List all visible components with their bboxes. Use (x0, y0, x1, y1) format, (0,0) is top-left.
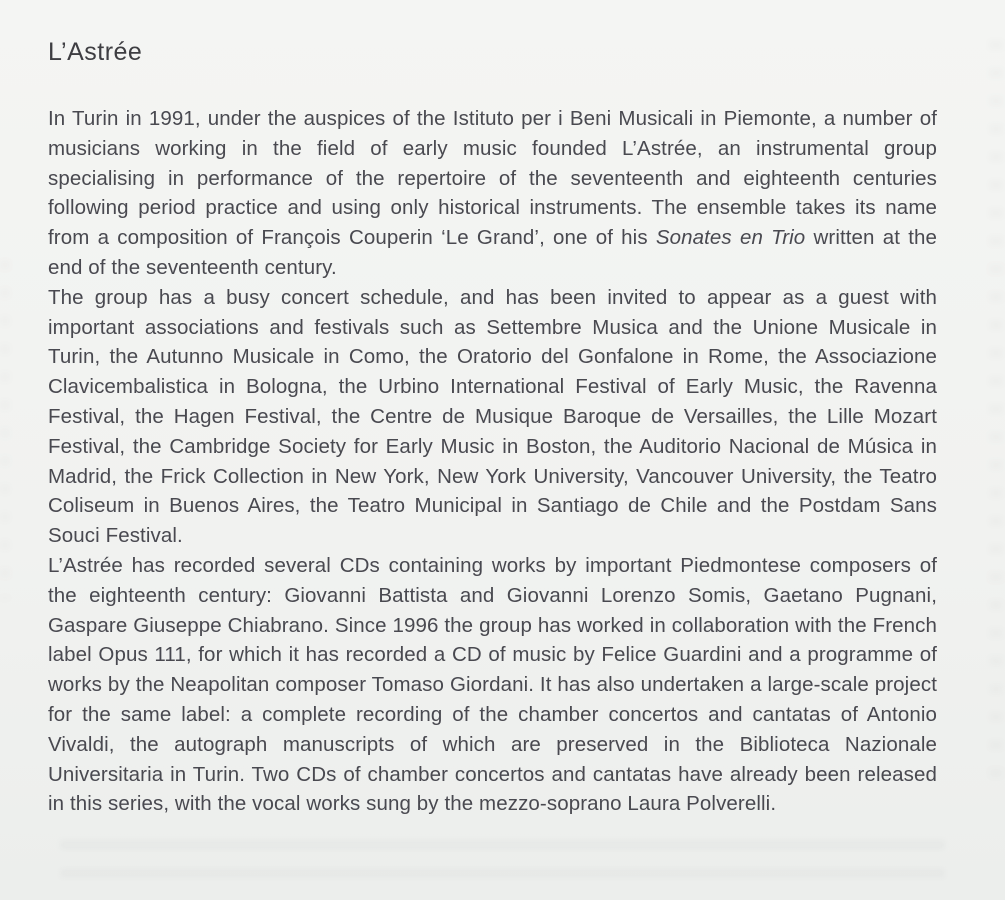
work-title-sonates-en-trio: Sonates en Trio (655, 226, 806, 250)
bleedthrough-artifact-right (989, 40, 1003, 780)
page-title: L’Astrée (48, 38, 143, 66)
body-text (48, 104, 937, 819)
bleedthrough-artifact-bottom (60, 840, 945, 894)
paragraph-recordings: L’Astrée has recorded several CDs containing works by important Piedmontese composers of the eighteenth century: Giovanni Battista and Giovanni Lorenzo Somis, Gaetano Pugnani, Gaspare Giuseppe Chiabrano. Since 1996 the group has worked in collaboration with the French label Opus 111, for which it has recorded a CD of music by Felice Guardini and a programme of works by the Neapolitan composer Tomaso Giordani. It has also undertaken a large-scale project for the same label: a complete recording of the chamber concertos and cantatas of Antonio Vivaldi, the autograph manuscripts of which are preserved in the Biblioteca Nazionale Universitaria in Turin. Two CDs of chamber concertos and cantatas have already been released in this series, with the vocal works sung by the mezzo-soprano Laura Polverelli. (48, 553, 937, 816)
paragraph-founding-continued: written at the end of the seventeenth century. (48, 226, 937, 279)
paragraph-founding-text: In Turin in 1991, under the auspices of the Istituto per i Beni Musicali in Piemonte, a number of musicians working in the field of early music founded L’Astrée, an instrumental group specialising in performance of the repertoire of the seventeenth and eighteenth centuries following period practice and using only historical instruments. The ensemble takes its name from a composition of François Couperin ‘Le Grand’, one of his (48, 107, 937, 250)
bleedthrough-artifact-left (0, 260, 10, 600)
paragraph-concerts: The group has a busy concert schedule, and has been invited to appear as a guest with important associations and festivals such as Settembre Musica and the Unione Musicale in Turin, the Autunno Musicale in Como, the Oratorio del Gonfalone in Rome, the Associazione Clavicembalistica in Bologna, the Urbino International Festival of Early Music, the Ravenna Festival, the Hagen Festival, the Centre de Musique Baroque de Versailles, the Lille Mozart Festival, the Cambridge Society for Early Music in Boston, the Auditorio Nacional de Música in Madrid, the Frick Collection in New York, New York University, Vancouver University, the Teatro Coliseum in Buenos Aires, the Teatro Municipal in Santiago de Chile and the Postdam Sans Souci Festival. (48, 285, 937, 548)
paragraph-founding (48, 104, 937, 283)
